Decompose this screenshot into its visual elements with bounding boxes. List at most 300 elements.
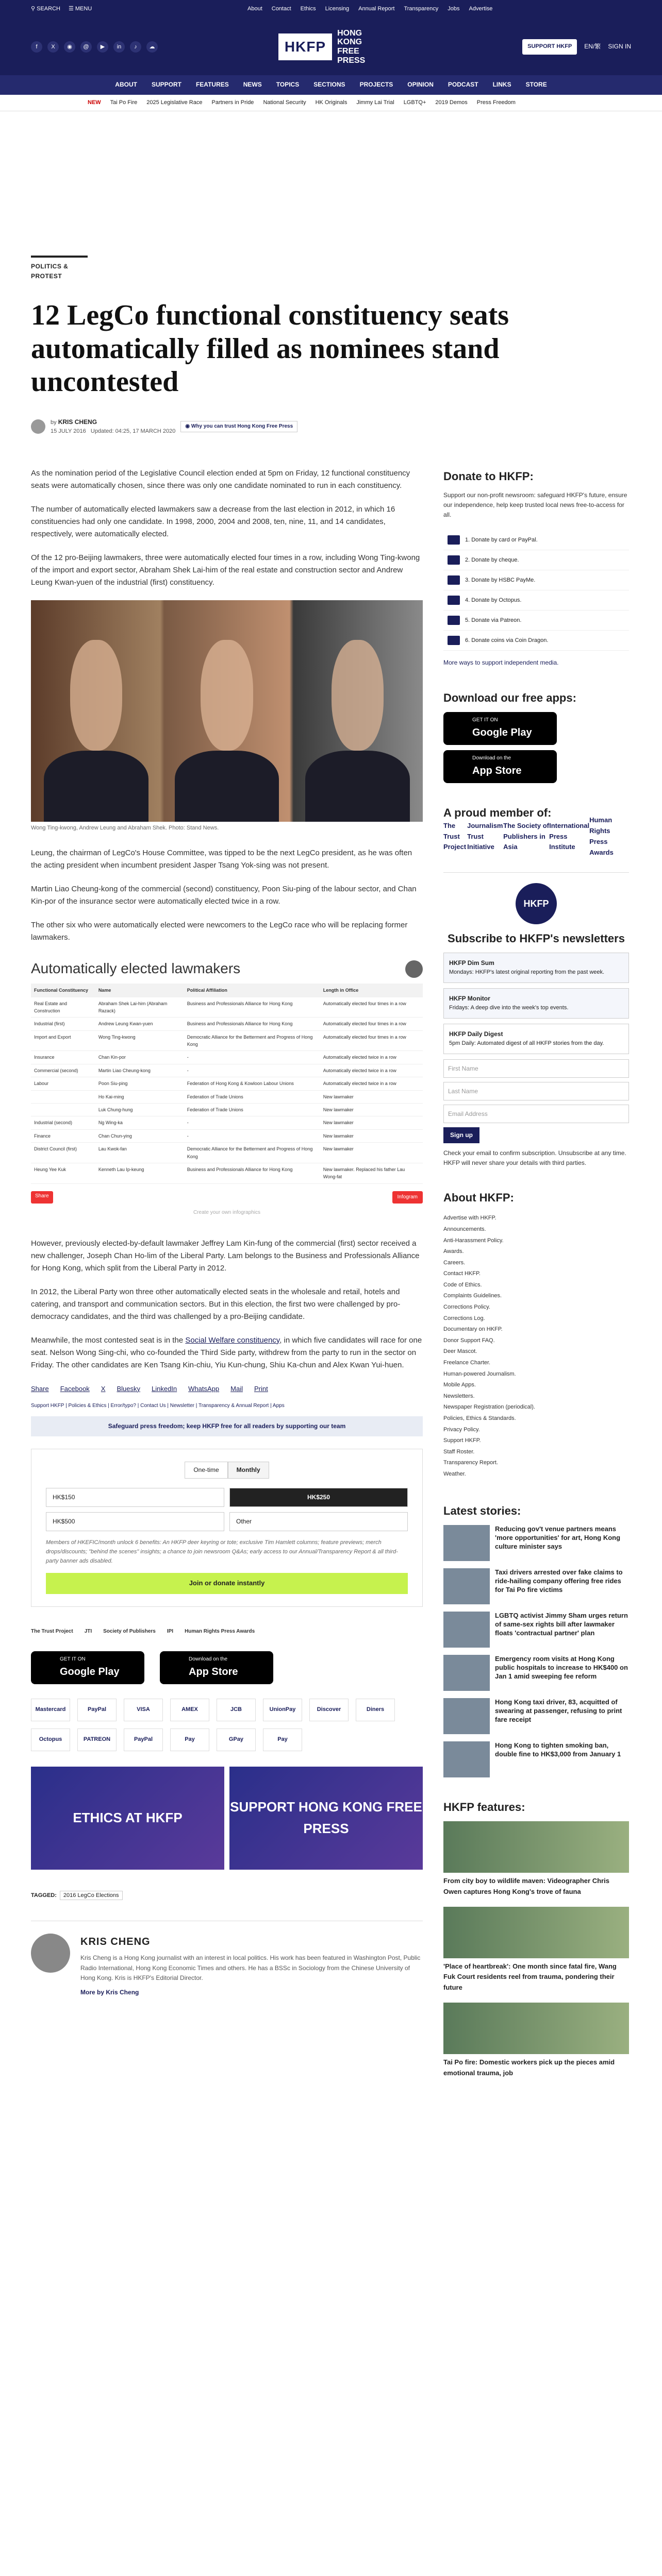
table-cell: Business and Professionals Alliance for Hong Kong: [184, 1163, 320, 1183]
table-header-cell: Name: [95, 984, 184, 997]
table-cell: New lawmaker. Replaced his father Lau Wong-fat: [320, 1163, 423, 1183]
monthly-tab[interactable]: Monthly: [228, 1462, 269, 1479]
sidebar: [443, 467, 629, 2099]
amount-option[interactable]: HK$500: [46, 1512, 224, 1531]
donate-method-label: 1. Donate by card or PayPal.: [465, 536, 538, 543]
menu-button[interactable]: ☰ MENU: [68, 6, 92, 12]
table-cell: -: [184, 1129, 320, 1142]
table-row: [31, 1018, 423, 1030]
partner-logo[interactable]: The Trust Project: [443, 821, 467, 851]
share-link[interactable]: Mail: [230, 1384, 243, 1393]
paragraph: However, previously elected-by-default lawmaker Jeffrey Lam Kin-fung of the commercial (first) sector received a new challenger, Joseph Chan Ho-lim of the Liberal Party. Lam belongs to the Business and Professionals Alliance for Hong Kong, which split from the Liberal Party in 2012.: [31, 1239, 420, 1273]
about-link[interactable]: Anti-Harassment Policy.: [443, 1237, 504, 1244]
feature-story[interactable]: [443, 1821, 629, 1897]
donate-method-label: 6. Donate coins via Coin Dragon.: [465, 637, 549, 643]
bluesky-icon[interactable]: ☁: [146, 41, 158, 53]
author-box-name[interactable]: KRIS CHENG: [80, 1936, 151, 1948]
story-thumbnail: [443, 1525, 490, 1561]
table-cell: District Council (first): [31, 1143, 95, 1163]
payment-methods: [31, 1699, 423, 1751]
amount-option[interactable]: HK$150: [46, 1488, 224, 1507]
top-link[interactable]: Jobs: [448, 6, 460, 12]
top-bar: [0, 0, 662, 19]
top-link[interactable]: Licensing: [325, 6, 350, 12]
sign-up-button[interactable]: Sign up: [443, 1127, 479, 1143]
tiktok-icon[interactable]: ♪: [130, 41, 141, 53]
table-cell: -: [184, 1116, 320, 1129]
feature-story[interactable]: [443, 2003, 629, 2079]
ethics-banner[interactable]: ETHICS AT HKFP: [31, 1767, 224, 1870]
member-badge[interactable]: IPI: [167, 1628, 174, 1634]
table-cell: Federation of Hong Kong & Kowloon Labour Unions: [184, 1077, 320, 1090]
table-cell: Industrial (second): [31, 1116, 95, 1129]
table-header-cell: Political Affiliation: [184, 984, 320, 997]
last-name-input[interactable]: Last Name: [443, 1082, 629, 1100]
trending-item[interactable]: HK Originals: [315, 99, 347, 106]
about-link[interactable]: Corrections Policy.: [443, 1304, 490, 1311]
table-cell: Commercial (second): [31, 1064, 95, 1077]
table-row: [31, 1104, 423, 1116]
nav-item[interactable]: FEATURES: [195, 81, 229, 89]
payment-icon: [448, 575, 460, 585]
lawmakers-table: [31, 984, 423, 1184]
table-cell: Real Estate and Construction: [31, 997, 95, 1018]
feature-title: Tai Po fire: Domestic workers pick up the pieces amid emotional trauma, job: [443, 2058, 615, 2077]
support-button[interactable]: SUPPORT HKFP: [522, 39, 577, 55]
about-title: About HKFP:: [443, 1191, 514, 1205]
member-badge[interactable]: The Trust Project: [31, 1628, 73, 1634]
table-cell: Import and Export: [31, 1030, 95, 1051]
donate-widget: [31, 1449, 423, 1607]
store-big: App Store: [189, 1666, 238, 1677]
newsletter-option-title: HKFP Dim Sum: [449, 959, 494, 967]
paragraph: Of the 12 pro-Beijing lawmakers, three were automatically elected four times in a row, including Wong Ting-kwong of the import and export sector, Abraham Shek Lai-him of the real estate and construction sector and Andrew Leung Kwan-yuen of the industrial (first) constituency.: [31, 553, 420, 587]
share-link[interactable]: WhatsApp: [188, 1384, 220, 1393]
table-cell: Business and Professionals Alliance for Hong Kong: [184, 997, 320, 1018]
nav-item[interactable]: SUPPORT: [151, 81, 181, 89]
store-big: App Store: [472, 765, 522, 776]
payment-logo: Octopus: [31, 1728, 70, 1751]
newsletter-option[interactable]: [443, 1024, 629, 1054]
google-play-button[interactable]: [31, 1651, 144, 1684]
table-cell: Martin Liao Cheung-kong: [95, 1064, 184, 1077]
nav-item[interactable]: STORE: [525, 81, 547, 89]
store-small: GET IT ON: [60, 1656, 86, 1662]
table-header-cell: Length in Office: [320, 984, 423, 997]
trending-item[interactable]: 2025 Legislative Race: [146, 99, 203, 106]
trending-item[interactable]: Press Freedom: [476, 99, 516, 106]
newsletter-option-title: HKFP Monitor: [449, 995, 490, 1003]
footer-links[interactable]: Support HKFP | Policies & Ethics | Error/typo? | Contact Us | Newsletter | Transparency & Annual Report | Apps: [31, 1402, 285, 1409]
latest-story[interactable]: [443, 1741, 629, 1777]
member-benefits: Members of HKEFIC/month unlock 6 benefits: An HKFP deer keyring or tote; exclusive Tim Hamlett columns; feature previews; merch drops/discounts; "behind the scenes" insights; a chance to join newsroom Q&As; early access to our Annual/Transparency Report & all third-party banner ads disabled.: [46, 1539, 398, 1564]
table-row: [31, 997, 423, 1018]
sidebar-donate-text: Support our non-profit newsroom: safeguard HKFP's future, ensure our independence, help keep trusted local news free-to-access for all.: [443, 491, 627, 519]
payment-logo: JCB: [217, 1699, 256, 1721]
nav-item[interactable]: SECTIONS: [313, 81, 345, 89]
table-cell: Automatically elected four times in a row: [320, 997, 423, 1018]
paragraph: The other six who were automatically elected were newcomers to the LegCo race who will be replacing former lawmakers.: [31, 921, 408, 942]
logo-name: HONG KONG FREE PRESS: [337, 28, 366, 65]
about-link[interactable]: Policies, Ethics & Standards.: [443, 1415, 516, 1422]
about-link[interactable]: Deer Mascot.: [443, 1348, 477, 1355]
features-title: HKFP features:: [443, 1800, 525, 1814]
newsletter-note: Check your email to confirm subscription. Unsubscribe at any time. HKFP will never share your details with third parties.: [443, 1149, 626, 1166]
latest-story[interactable]: [443, 1655, 629, 1691]
table-cell: Industrial (first): [31, 1018, 95, 1030]
table-cell: Federation of Trade Unions: [184, 1104, 320, 1116]
newsletter-option-title: HKFP Daily Digest: [449, 1030, 503, 1038]
trending-item[interactable]: LGBTQ+: [403, 99, 426, 106]
paragraph: Martin Liao Cheung-kong of the commercial (second) constituency, Poon Siu-ping of the labour sector, and Chan Kin-por of the insurance sector were automatically elected twice in a row.: [31, 885, 417, 906]
article-category[interactable]: POLITICS & PROTEST: [31, 256, 88, 281]
share-link[interactable]: Bluesky: [117, 1384, 140, 1393]
sidebar-google-play[interactable]: [443, 712, 557, 745]
about-link[interactable]: Corrections Log.: [443, 1315, 485, 1321]
table-cell: Democratic Alliance for the Betterment and Progress of Hong Kong: [184, 1143, 320, 1163]
about-link[interactable]: Code of Ethics.: [443, 1281, 482, 1288]
table-cell: Chan Chun-ying: [95, 1129, 184, 1142]
updated-date: Updated: 04:25, 17 MARCH 2020: [90, 428, 176, 435]
about-link[interactable]: Human-powered Journalism.: [443, 1370, 516, 1377]
social-welfare-link[interactable]: Social Welfare constituency: [185, 1335, 280, 1345]
sidebar-donate-title: Donate to HKFP:: [443, 469, 534, 483]
trust-badge[interactable]: ◉ Why you can trust Hong Kong Free Press: [180, 421, 297, 432]
table-cell: -: [184, 1051, 320, 1064]
payment-logo: AMEX: [170, 1699, 209, 1721]
table-cell: Ho Kai-ming: [95, 1090, 184, 1103]
about-link[interactable]: Privacy Policy.: [443, 1426, 480, 1433]
search-button[interactable]: ⚲ SEARCH: [31, 6, 60, 12]
table-cell: Automatically elected twice in a row: [320, 1077, 423, 1090]
about-link[interactable]: Newspaper Registration (periodical).: [443, 1404, 535, 1411]
social-icons: [31, 41, 186, 53]
store-small: Download on the: [189, 1656, 228, 1662]
table-cell: Automatically elected four times in a row: [320, 1030, 423, 1051]
story-thumbnail: [443, 1698, 490, 1734]
member-badge[interactable]: Society of Publishers: [103, 1628, 156, 1634]
top-link[interactable]: Contact: [271, 6, 291, 12]
search-label: SEARCH: [37, 6, 60, 12]
story-thumbnail: [443, 1612, 490, 1648]
about-link[interactable]: Freelance Charter.: [443, 1360, 491, 1366]
table-cell: New lawmaker: [320, 1104, 423, 1116]
x-icon[interactable]: X: [47, 41, 59, 53]
join-donate-button[interactable]: Join or donate instantly: [46, 1573, 408, 1594]
share-bar: [31, 1384, 423, 1395]
donate-method-label: 4. Donate by Octopus.: [465, 597, 522, 603]
trending-label: NEW: [88, 99, 101, 106]
table-cell: Luk Chung-hung: [95, 1104, 184, 1116]
infogram-menu-icon[interactable]: [405, 960, 423, 978]
table-cell: Chan Kin-por: [95, 1051, 184, 1064]
linkedin-icon[interactable]: in: [113, 41, 125, 53]
table-row: [31, 1077, 423, 1090]
main-nav: [0, 75, 662, 95]
email-input[interactable]: Email Address: [443, 1105, 629, 1123]
payment-logo: Diners: [356, 1699, 395, 1721]
donate-method[interactable]: [443, 590, 629, 611]
partners-title: A proud member of:: [443, 806, 552, 819]
author-avatar: [31, 419, 45, 434]
facebook-icon[interactable]: f: [31, 41, 42, 53]
donate-method-label: 5. Donate via Patreon.: [465, 617, 522, 623]
feature-image: [443, 1907, 629, 1958]
about-link[interactable]: Mobile Apps.: [443, 1382, 476, 1388]
partner-logo[interactable]: Human Rights Press Awards: [589, 816, 614, 856]
newsletter-option[interactable]: [443, 988, 629, 1019]
donate-methods: [443, 530, 629, 651]
table-row: [31, 1090, 423, 1103]
amount-other[interactable]: Other: [229, 1512, 408, 1531]
table-row: [31, 1030, 423, 1051]
tag-link[interactable]: 2016 LegCo Elections: [60, 1891, 123, 1900]
story-title: Emergency room visits at Hong Kong public hospitals to increase to HK$400 on Jan 1 amid sweeping fee reform: [495, 1654, 628, 1680]
article-body: [31, 467, 423, 2099]
apps-title: Download our free apps:: [443, 691, 576, 704]
more-by-author-link[interactable]: More by Kris Cheng: [80, 1989, 139, 1996]
latest-story[interactable]: [443, 1525, 629, 1561]
paragraph: The number of automatically elected lawmakers saw a decrease from the last election in 2012, in which 16 constituencies had only one candidate. In 1998, 2000, 2004 and 2008, ten, nine, 11, and 14 candidates, respectively, were automatically elected.: [31, 504, 395, 538]
share-link[interactable]: X: [101, 1384, 106, 1393]
table-cell: Abraham Shek Lai-him (Abraham Razack): [95, 997, 184, 1018]
newsletter-signup: [443, 872, 629, 1168]
membership-badges: [31, 1628, 423, 1636]
share-link[interactable]: LinkedIn: [152, 1384, 177, 1393]
store-big: Google Play: [60, 1666, 120, 1677]
table-title: Automatically elected lawmakers: [31, 960, 241, 977]
nav-item[interactable]: NEWS: [243, 81, 262, 89]
share-link[interactable]: Share: [31, 1384, 49, 1393]
payment-logo: UnionPay: [263, 1699, 302, 1721]
language-toggle[interactable]: EN/繁: [584, 43, 601, 50]
trending-item[interactable]: 2019 Demos: [435, 99, 468, 106]
table-row: [31, 1129, 423, 1142]
top-link[interactable]: About: [247, 6, 262, 12]
table-cell: Automatically elected twice in a row: [320, 1064, 423, 1077]
logo-mark: HKFP: [278, 33, 332, 61]
author-photo: [31, 1934, 70, 1973]
table-cell: Democratic Alliance for the Betterment and Progress of Hong Kong: [184, 1030, 320, 1051]
feature-image: [443, 1821, 629, 1873]
author-name[interactable]: KRIS CHENG: [58, 418, 97, 426]
about-link[interactable]: Awards.: [443, 1248, 464, 1255]
sidebar-app-store[interactable]: [443, 750, 557, 783]
top-links: [247, 5, 631, 14]
first-name-input[interactable]: First Name: [443, 1059, 629, 1078]
member-badge[interactable]: JTI: [84, 1628, 92, 1634]
photo-caption: Wong Ting-kwong, Andrew Leung and Abraham Shek. Photo: Stand News.: [31, 824, 219, 831]
newsletter-option-desc: Fridays: A deep dive into the week's top events.: [449, 1005, 569, 1011]
nav-item[interactable]: PODCAST: [448, 81, 478, 89]
table-cell: [31, 1104, 95, 1116]
threads-icon[interactable]: @: [80, 41, 92, 53]
about-link[interactable]: Staff Roster.: [443, 1448, 475, 1455]
story-thumbnail: [443, 1568, 490, 1604]
trending-item[interactable]: National Security: [263, 99, 306, 106]
table-cell: Automatically elected four times in a row: [320, 1018, 423, 1030]
about-link[interactable]: Donor Support FAQ.: [443, 1337, 495, 1344]
table-header-row: [31, 984, 423, 997]
donate-method[interactable]: [443, 611, 629, 631]
about-link[interactable]: Newsletters.: [443, 1393, 475, 1399]
table-cell: Business and Professionals Alliance for Hong Kong: [184, 1018, 320, 1030]
nav-item[interactable]: PROJECTS: [359, 81, 393, 89]
donate-method[interactable]: [443, 550, 629, 570]
author-box: [31, 1921, 423, 1998]
table-cell: Finance: [31, 1129, 95, 1142]
about-link[interactable]: Complaints Guidelines.: [443, 1293, 502, 1299]
feature-image: [443, 2003, 629, 2054]
table-cell: Ng Wing-ka: [95, 1116, 184, 1129]
newsletter-title: Subscribe to HKFP's newsletters: [448, 932, 625, 945]
trending-item[interactable]: Jimmy Lai Trial: [356, 99, 394, 106]
feature-title: 'Place of heartbreak': One month since fatal fire, Wang Fuk Court residents reel from trauma, pondering their future: [443, 1962, 617, 1992]
payment-logo: PATREON: [77, 1728, 117, 1751]
table-cell: Poon Siu-ping: [95, 1077, 184, 1090]
payment-logo: VISA: [124, 1699, 163, 1721]
table-row: [31, 1116, 423, 1129]
one-time-tab[interactable]: One-time: [185, 1462, 227, 1479]
youtube-icon[interactable]: ▶: [97, 41, 108, 53]
trending-bar: [0, 95, 662, 111]
paragraph: Leung, the chairman of LegCo's House Committee, was tipped to be the next LegCo president, as he was often the acting president when incumbent president Jasper Tsang Yok-sing was not present.: [31, 849, 412, 870]
about-link[interactable]: Contact HKFP.: [443, 1270, 481, 1277]
story-title: LGBTQ activist Jimmy Sham urges return of same-sex rights bill after lawmaker floats 'contractual partner' plan: [495, 1611, 628, 1637]
sign-in-link[interactable]: SIGN IN: [608, 43, 631, 50]
latest-story[interactable]: [443, 1612, 629, 1648]
table-cell: Heung Yee Kuk: [31, 1163, 95, 1183]
safeguard-banner[interactable]: Safeguard press freedom; keep HKFP free for all readers by supporting our team: [31, 1416, 423, 1436]
paragraph-text: Meanwhile, the most contested seat is in the: [31, 1335, 186, 1345]
amount-option-selected[interactable]: HK$250: [229, 1488, 408, 1507]
table-cell: New lawmaker: [320, 1143, 423, 1163]
trending-item[interactable]: Partners in Pride: [211, 99, 254, 106]
tagged-label: TAGGED:: [31, 1892, 57, 1899]
table-cell: Lau Kwok-fan: [95, 1143, 184, 1163]
nav-item[interactable]: ABOUT: [115, 81, 137, 89]
infogram-share-button[interactable]: Share: [31, 1191, 53, 1204]
site-logo[interactable]: [278, 29, 384, 65]
table-cell: Labour: [31, 1077, 95, 1090]
share-link[interactable]: Facebook: [60, 1384, 90, 1393]
app-store-button[interactable]: [160, 1651, 273, 1684]
about-link[interactable]: Announcements.: [443, 1226, 486, 1232]
about-link[interactable]: Careers.: [443, 1259, 466, 1266]
top-link[interactable]: Transparency: [404, 6, 439, 12]
payment-logo: PayPal: [77, 1699, 117, 1721]
trending-item[interactable]: Tai Po Fire: [110, 99, 138, 106]
payment-icon: [448, 555, 460, 565]
about-link[interactable]: Support HKFP.: [443, 1437, 481, 1444]
partner-logo[interactable]: Journalism Trust Initiative: [467, 821, 503, 851]
about-link[interactable]: Documentary on HKFP.: [443, 1326, 503, 1333]
article-title: 12 LegCo functional constituency seats automatically filled as nominees stand uncontested: [31, 299, 509, 398]
nav-item[interactable]: TOPICS: [276, 81, 300, 89]
support-banner[interactable]: SUPPORT HONG KONG FREE PRESS: [229, 1767, 423, 1870]
payment-logo: PayPal: [124, 1728, 163, 1751]
payment-logo: Mastercard: [31, 1699, 70, 1721]
infogram-logo[interactable]: Infogram: [392, 1191, 423, 1204]
donate-method[interactable]: [443, 530, 629, 550]
store-small: GET IT ON: [472, 717, 498, 723]
about-link[interactable]: Transparency Report.: [443, 1460, 498, 1466]
menu-label: MENU: [75, 6, 92, 12]
latest-story[interactable]: [443, 1698, 629, 1734]
payment-logo: Pay: [263, 1728, 302, 1751]
lawmakers-photo[interactable]: [31, 600, 423, 822]
newsletter-logo: HKFP: [516, 883, 557, 924]
site-header: [0, 19, 662, 75]
story-title: Hong Kong to tighten smoking ban, double fine to HK$3,000 from January 1: [495, 1741, 621, 1758]
latest-story[interactable]: [443, 1568, 629, 1604]
payment-icon: [448, 596, 460, 605]
table-header-cell: Functional Constituency: [31, 984, 95, 997]
story-thumbnail: [443, 1741, 490, 1777]
paragraph: In 2012, the Liberal Party won three other automatically elected seats in the wholesale and retail, hotels and catering, and transport and communication sectors. But in this election, the first two were challenged by pro-democracy candidates, and the third was challenged by a pro-Beijing candidate.: [31, 1287, 401, 1321]
nav-item[interactable]: LINKS: [492, 81, 511, 89]
payment-logo: Discover: [309, 1699, 349, 1721]
table-cell: Wong Ting-kwong: [95, 1030, 184, 1051]
table-row: [31, 1064, 423, 1077]
feature-story[interactable]: [443, 1907, 629, 1993]
infogram-create-link[interactable]: Create your own infographics: [193, 1209, 261, 1215]
donate-method[interactable]: [443, 570, 629, 590]
store-big: Google Play: [472, 726, 532, 738]
about-link[interactable]: Weather.: [443, 1470, 466, 1477]
table-row: [31, 1143, 423, 1163]
author-bio: Kris Cheng is a Hong Kong journalist with an interest in local politics. His work has been featured in Washington Post, Public Radio International, Hong Kong Economic Times and others. He has a BSSc in Sociology from the Chinese University of Hong Kong. Kris is HKFP's Editorial Director.: [80, 1954, 421, 1981]
table-row: [31, 1163, 423, 1183]
trending-list: [110, 98, 516, 108]
table-cell: Automatically elected twice in a row: [320, 1051, 423, 1064]
newsletter-option-desc: 5pm Daily: Automated digest of all HKFP stories from the day.: [449, 1040, 604, 1046]
payment-icon: [448, 535, 460, 545]
share-link[interactable]: Print: [254, 1384, 268, 1393]
newsletter-option[interactable]: [443, 953, 629, 983]
table-cell: -: [184, 1064, 320, 1077]
feature-title: From city boy to wildlife maven: Videographer Chris Owen captures Hong Kong's trove of fauna: [443, 1876, 609, 1895]
table-cell: Insurance: [31, 1051, 95, 1064]
table-cell: New lawmaker: [320, 1129, 423, 1142]
instagram-icon[interactable]: ◉: [64, 41, 75, 53]
more-ways-link[interactable]: More ways to support independent media.: [443, 659, 559, 667]
top-link[interactable]: Annual Report: [358, 6, 395, 12]
byline: by KRIS CHENG 15 JULY 2016 Updated: 04:25, 17 MARCH 2020 ◉ Why you can trust Hong Kong Free Press: [31, 417, 631, 436]
partner-logo[interactable]: The Society of Publishers in Asia: [503, 821, 549, 851]
top-link[interactable]: Ethics: [300, 6, 316, 12]
store-small: Download on the: [472, 755, 511, 761]
member-badge[interactable]: Human Rights Press Awards: [185, 1628, 255, 1634]
donate-method-label: 3. Donate by HSBC PayMe.: [465, 577, 536, 583]
latest-title: Latest stories:: [443, 1504, 521, 1517]
newsletter-option-desc: Mondays: HKFP's latest original reporting from the past week.: [449, 969, 605, 976]
paragraph: As the nomination period of the Legislative Council election ended at 5pm on Friday, 12 functional constituency seats were automatically chosen, since there was only one candidate nominated to run in each constituency.: [31, 468, 410, 490]
nav-item[interactable]: OPINION: [407, 81, 434, 89]
table-row: [31, 1051, 423, 1064]
payment-icon: [448, 616, 460, 625]
payment-logo: GPay: [217, 1728, 256, 1751]
donate-method[interactable]: [443, 631, 629, 651]
table-cell: New lawmaker: [320, 1116, 423, 1129]
publish-date: 15 JULY 2016: [51, 428, 86, 435]
partner-logo[interactable]: International Press Institute: [549, 821, 590, 851]
table-cell: Andrew Leung Kwan-yuen: [95, 1018, 184, 1030]
about-link[interactable]: Advertise with HKFP.: [443, 1215, 496, 1222]
infogram-header: [31, 957, 423, 980]
top-link[interactable]: Advertise: [469, 6, 493, 12]
story-title: Hong Kong taxi driver, 83, acquitted of swearing at passenger, refusing to print fare receipt: [495, 1698, 622, 1723]
